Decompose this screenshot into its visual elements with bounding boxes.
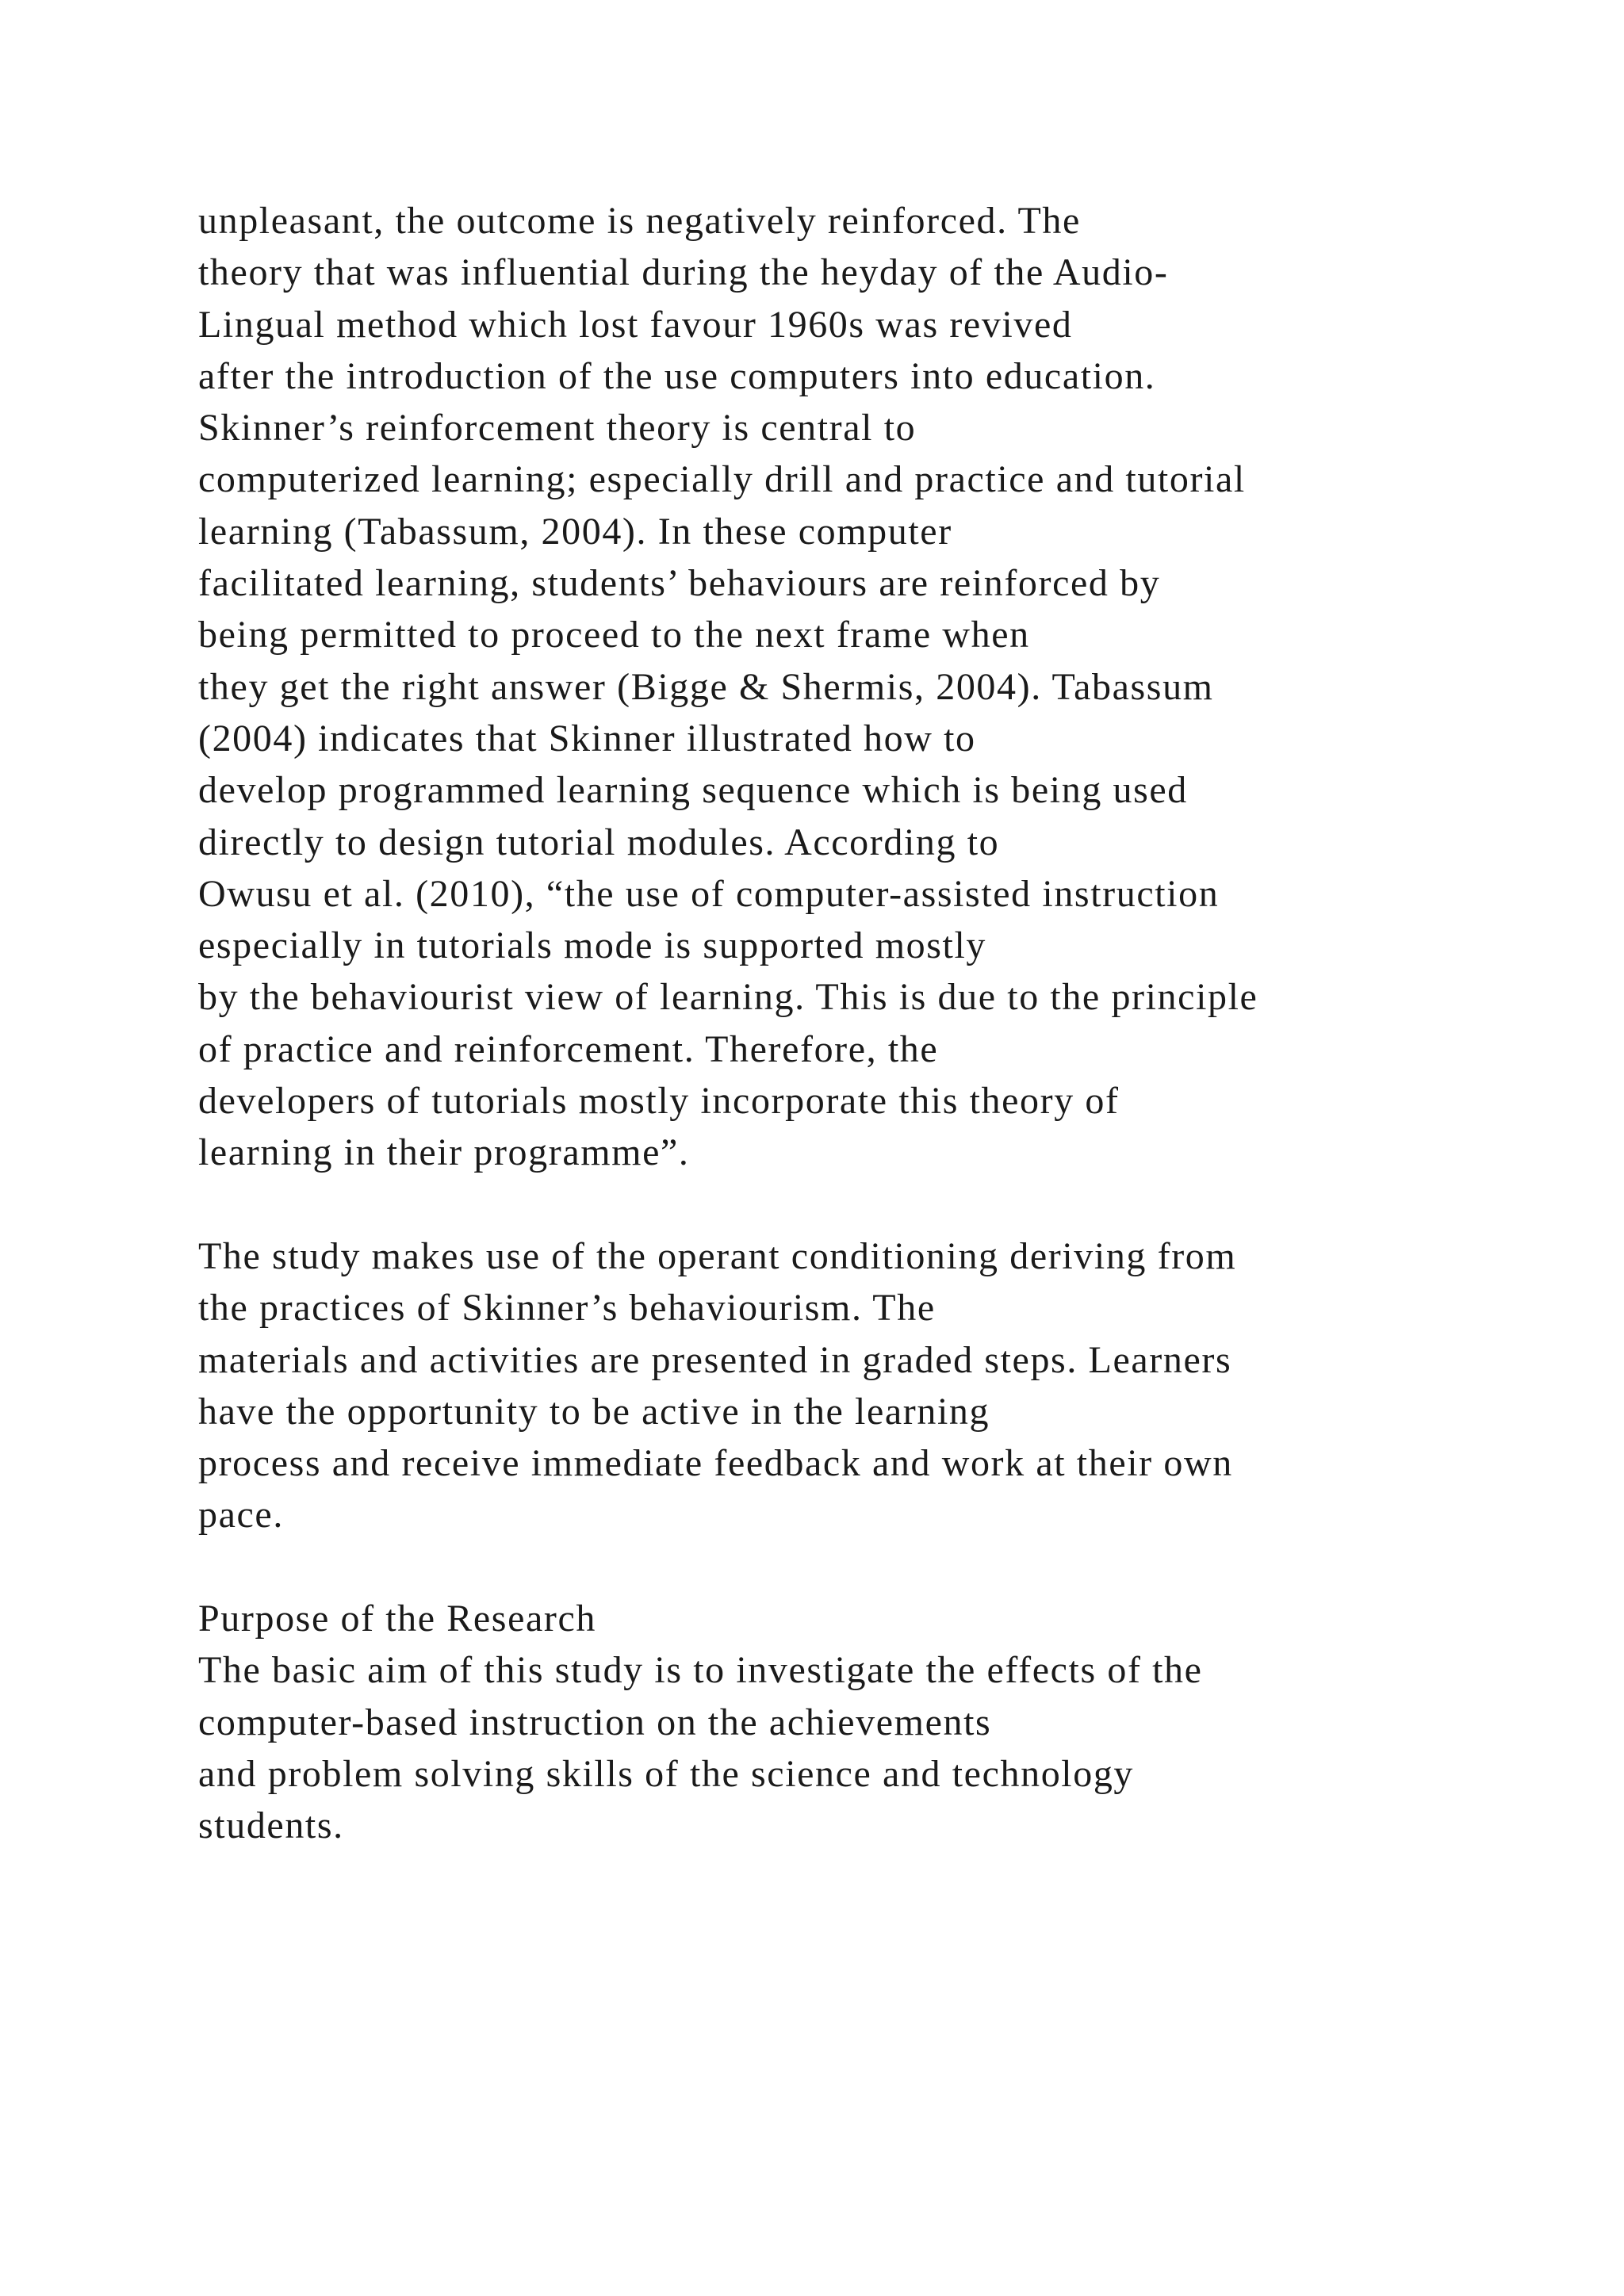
text-line: pace. [198,1494,284,1536]
text-line: Lingual method which lost favour 1960s was revived [198,303,1073,346]
paragraph-spacer [198,1541,1610,1593]
text-line: students. [198,1804,344,1847]
text-line: especially in tutorials mode is supported mostly [198,924,987,967]
document-body [198,195,1610,1852]
text-line: and problem solving skills of the science and technology [198,1752,1135,1795]
text-line: develop programmed learning sequence which is being used [198,769,1188,812]
text-line: materials and activities are presented in graded steps. Learners [198,1338,1232,1381]
paragraph-operant-conditioning [198,1230,1610,1541]
text-line: (2004) indicates that Skinner illustrated how to [198,717,976,760]
text-line: The study makes use of the operant conditioning deriving from [198,1234,1237,1277]
text-line: directly to design tutorial modules. According to [198,821,1000,863]
text-line: Skinner’s reinforcement theory is central to [198,407,917,450]
text-line: The basic aim of this study is to investigate the effects of the [198,1649,1203,1692]
text-line: theory that was influential during the heyday of the Audio- [198,251,1169,294]
text-line: developers of tutorials mostly incorporate this theory of [198,1080,1120,1123]
paragraph-research-purpose [198,1644,1610,1851]
text-line: learning (Tabassum, 2004). In these computer [198,510,952,553]
text-line: of practice and reinforcement. Therefore, the [198,1027,939,1070]
text-line: being permitted to proceed to the next frame when [198,614,1030,656]
text-line: they get the right answer (Bigge & Shermis, 2004). Tabassum [198,665,1214,708]
text-line: Owusu et al. (2010), “the use of computer-assisted instruction [198,872,1220,915]
paragraph-behaviourism-theory [198,195,1610,1179]
text-line: have the opportunity to be active in the learning [198,1390,990,1433]
text-line: unpleasant, the outcome is negatively reinforced. The [198,200,1081,242]
text-line: process and receive immediate feedback and work at their own [198,1442,1233,1485]
text-line: after the introduction of the use computers into education. [198,354,1156,397]
text-line: by the behaviourist view of learning. This is due to the principle [198,976,1258,1019]
text-line: the practices of Skinner’s behaviourism. The [198,1287,936,1330]
paragraph-spacer [198,1179,1610,1230]
text-line: computer-based instruction on the achievements [198,1701,992,1743]
text-line: computerized learning; especially drill and practice and tutorial [198,458,1246,501]
section-heading: Purpose of the Research [198,1598,596,1640]
text-line: learning in their programme”. [198,1131,690,1174]
text-line: facilitated learning, students’ behaviours are reinforced by [198,562,1161,605]
